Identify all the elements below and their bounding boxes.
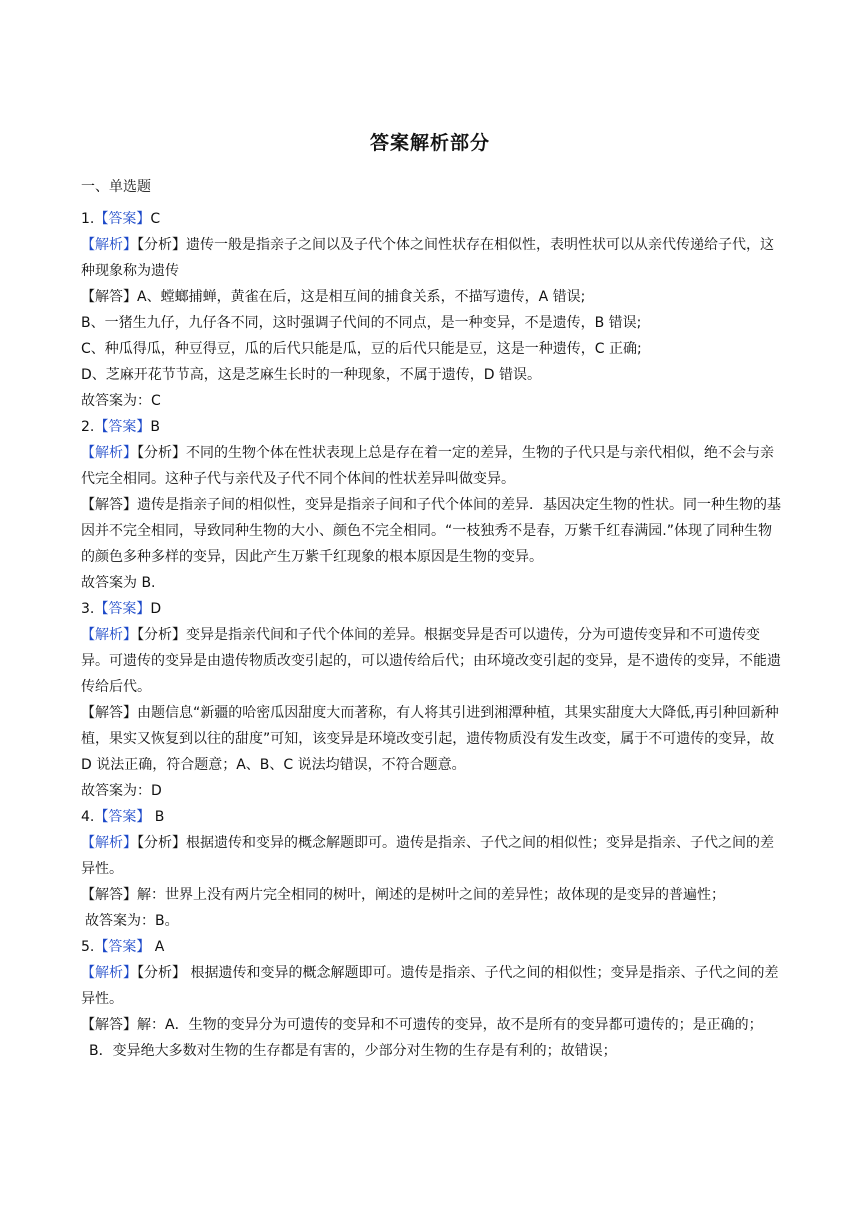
question-4-solution: 【解答】解：世界上没有两片完全相同的树叶，阐述的是树叶之间的差异性；故体现的是变异的普遍性； — [81, 887, 725, 903]
question-3-answer: 3.【答案】D — [81, 601, 162, 617]
question-3-final-answer: 故答案为：D — [81, 783, 162, 799]
question-5-answer: 5.【答案】 A — [81, 939, 165, 955]
question-1-solution-line: B、一猪生九仔，九仔各不同，这时强调子代间的不同点，是一种变异，不是遗传，B 错误; — [81, 315, 642, 331]
question-1-analysis: 【解析】【分析】遗传一般是指亲子之间以及子代个体之间性状存在相似性，表明性状可以从亲代传递给子代，这种现象称为遗传 — [81, 237, 774, 279]
question-1-solution-line: D、芝麻开花节节高，这是芝麻生长时的一种现象，不属于遗传，D 错误。 — [81, 367, 542, 383]
question-4-final-answer: 故答案为：B。 — [85, 913, 179, 929]
question-3-solution: 【解答】由题信息“新疆的哈密瓜因甜度大而著称，有人将其引进到湘潭种植，其果实甜度大大降低,再引种回新种植，果实又恢复到以往的甜度”可知，该变异是环境改变引起，遗传物质没有发生改变，属于不可遗传的变异，故 D 说法正确，符合题意；A、B、C 说法均错误，不符合题意。 — [81, 705, 779, 773]
answer-list — [81, 206, 781, 1064]
question-5-analysis: 【解析】【分析】 根据遗传和变异的概念解题即可。遗传是指亲、子代之间的相似性；变异是指亲、子代之间的差异性。 — [81, 965, 779, 1007]
question-1-final-answer: 故答案为：C — [81, 393, 161, 409]
question-2-solution: 【解答】遗传是指亲子间的相似性，变异是指亲子间和子代个体间的差异．基因决定生物的性状。同一种生物的基因并不完全相同，导致同种生物的大小、颜色不完全相同。“一枝独秀不是春，万紫千红春满园.”体现了同种生物的颜色多种多样的变异，因此产生万紫千红现象的根本原因是生物的变异。 — [81, 497, 781, 565]
page-title: 答案解析部分 — [369, 132, 490, 154]
question-1-answer: 1.【答案】C — [81, 211, 161, 227]
question-3-analysis: 【解析】【分析】变异是指亲代间和子代个体间的差异。根据变异是否可以遗传，分为可遗传变异和不可遗传变异。可遗传的变异是由遗传物质改变引起的，可以遗传给后代；由环境改变引起的变异，是不遗传的变异，不能遗传给后代。 — [81, 627, 781, 695]
question-5-solution-line: B．变异绝大多数对生物的生存都是有害的，少部分对生物的生存是有利的；故错误； — [89, 1043, 617, 1059]
question-2-analysis: 【解析】【分析】不同的生物个体在性状表现上总是存在着一定的差异，生物的子代只是与亲代相似，绝不会与亲代完全相同。这种子代与亲代及子代不同个体间的性状差异叫做变异。 — [81, 445, 774, 487]
question-4-answer: 4.【答案】 B — [81, 809, 165, 825]
section-title: 一、单选题 — [81, 179, 151, 195]
question-2-final-answer: 故答案为 B. — [81, 575, 156, 591]
question-1-solution-line: C、种瓜得瓜，种豆得豆，瓜的后代只能是瓜，豆的后代只能是豆，这是一种遗传，C 正确; — [81, 341, 642, 357]
question-1-solution: 【解答】A、螳螂捕蝉，黄雀在后，这是相互间的捕食关系，不描写遗传，A 错误; — [81, 289, 586, 305]
question-4-analysis: 【解析】【分析】根据遗传和变异的概念解题即可。遗传是指亲、子代之间的相似性；变异是指亲、子代之间的差异性。 — [81, 835, 774, 877]
question-5-solution: 【解答】解：A．生物的变异分为可遗传的变异和不可遗传的变异，故不是所有的变异都可遗传的；是正确的； — [81, 1017, 763, 1033]
question-2-answer: 2.【答案】B — [81, 419, 160, 435]
